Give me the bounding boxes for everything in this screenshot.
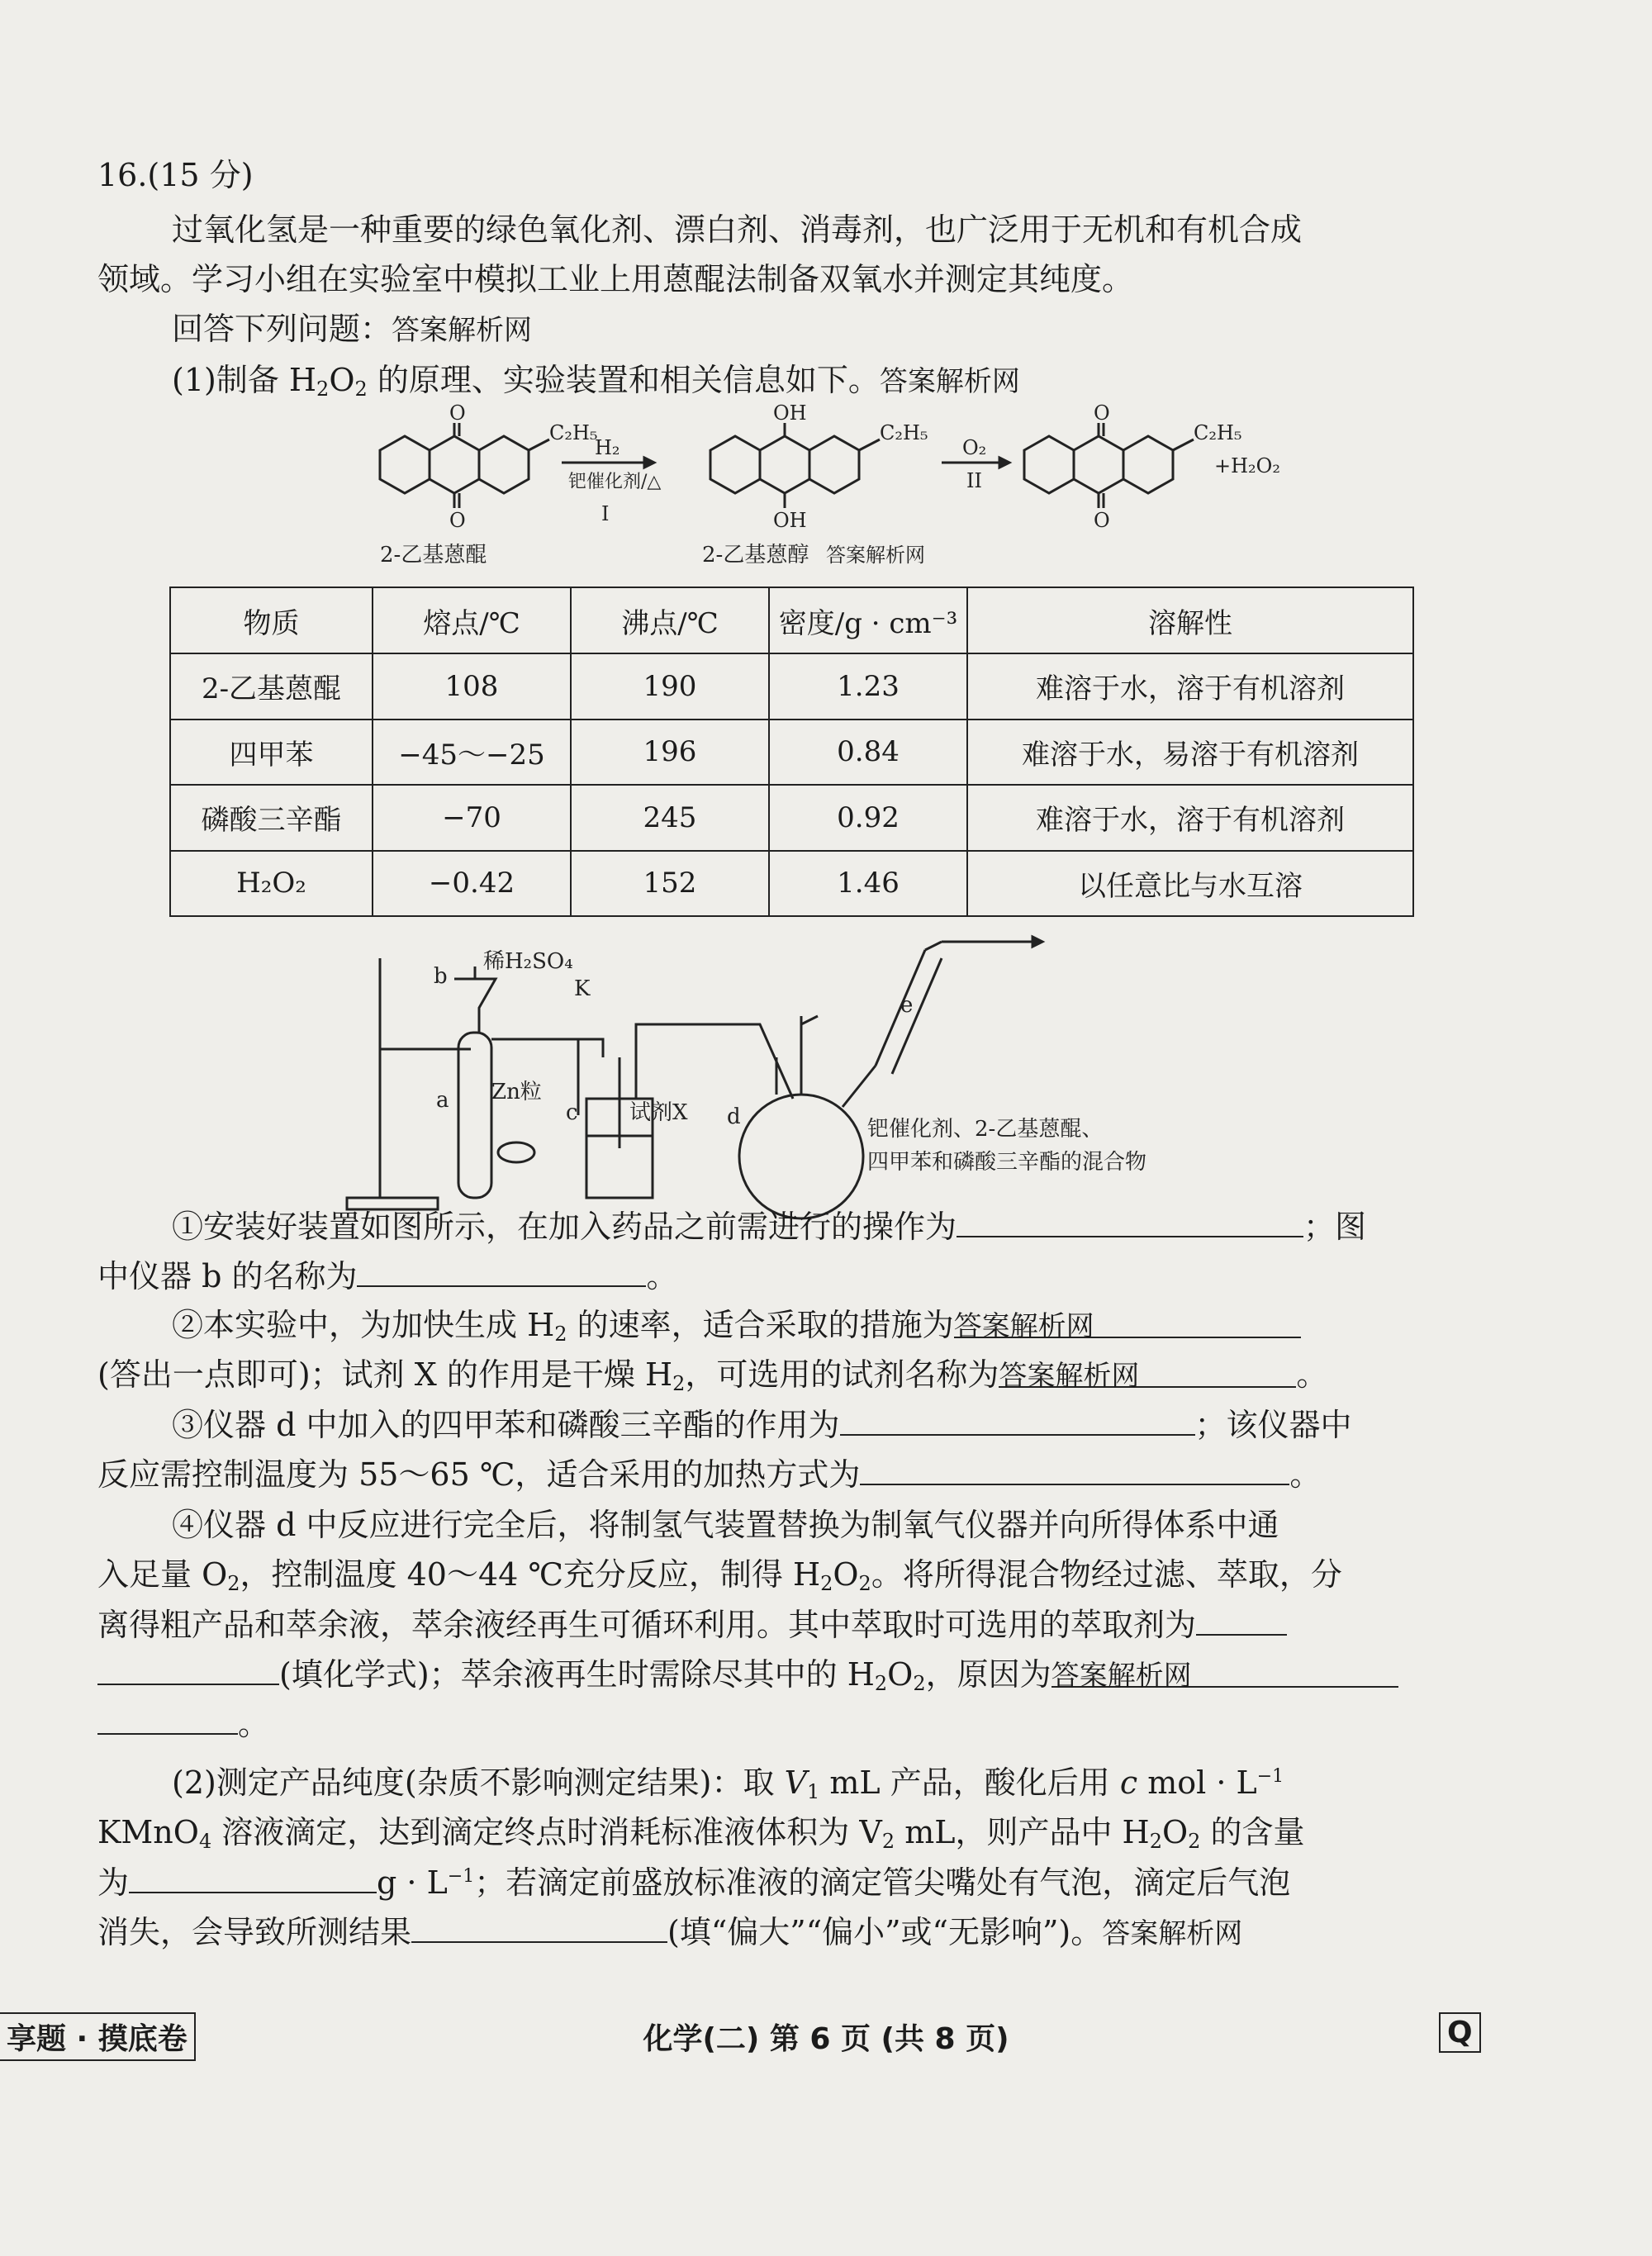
q1-b-line1: ②本实验中，为加快生成 $H_2$ 的速率，适合采取的措施为答案解析网 [172, 1304, 1301, 1346]
part1-post: 的原理、实验装置和相关信息如下。 [367, 362, 880, 398]
q1-b-line2: (答出一点即可)；试剂 X 的作用是干燥 $H_2$，可选用的试剂名称为答案解析网 。 [97, 1356, 1328, 1395]
table-cell: 2-乙基蒽醌 [170, 653, 373, 720]
instruction-line [172, 307, 532, 352]
table-cell: −45～−25 [373, 720, 571, 786]
q2-l1b: mL 产品，酸化后用 [819, 1764, 1120, 1801]
q2-line2: KMnO$_4$ 溶液滴定，达到滴定终点时消耗标准液体积为 $V_2$ mL，则产品中 $H_2O_2$ 的含量 [97, 1814, 1305, 1853]
o-top-1: O [449, 401, 466, 425]
table-cell: 难溶于水，溶于有机溶剂 [967, 653, 1413, 720]
q2-line4 [97, 1910, 1242, 1955]
label-b: b [434, 964, 448, 989]
q2-l2b: 溶液滴定，达到滴定终点时消耗标准液体积为 V [211, 1814, 882, 1850]
table-header-row [170, 587, 1413, 653]
answer-blank-9[interactable] [129, 1860, 377, 1893]
table-row [170, 785, 1413, 851]
q1-d4a: (填化学式)；萃余液再生时需除尽其中的 H [279, 1656, 875, 1693]
step-1: I [601, 502, 610, 525]
table-cell: 245 [571, 785, 769, 851]
table-cell: 难溶于水，易溶于有机溶剂 [967, 720, 1413, 786]
q1-a2-text: 中仪器 b 的名称为 [97, 1258, 358, 1294]
watermark-inline-rx: 答案解析网 [826, 544, 925, 567]
answer-blank-7b[interactable] [97, 1652, 279, 1685]
intro-line-1: 过氧化氢是一种重要的绿色氧化剂、漂白剂、消毒剂，也广泛用于无机和有机合成 [172, 211, 1303, 248]
q1-b2-post: ，可选用的试剂名称为 [685, 1356, 999, 1393]
q1-d5-end: 。 [238, 1706, 270, 1742]
answer-blank-8b[interactable] [97, 1702, 238, 1735]
substituent-3: C₂H₅ [1194, 421, 1242, 444]
label-acid: 稀H₂SO₄ [483, 949, 573, 974]
table-cell: H₂O₂ [170, 851, 373, 917]
table-header: 溶解性 [967, 587, 1413, 653]
footer-page: 化学(二) 第 6 页 (共 8 页) [643, 2022, 1009, 2056]
table-header: 熔点/℃ [373, 587, 571, 653]
label-reagent: 试剂X [629, 1100, 688, 1125]
q1-d-line2: 入足量 $O_2$，控制温度 40～44 ℃充分反应，制得 $H_2O_2$。将所得混合物经过滤、萃取，分 [97, 1556, 1342, 1595]
table-cell: −70 [373, 785, 571, 851]
q2-line1: (2)测定产品纯度(杂质不影响测定结果)：取 $V_1$ mL 产品，酸化后用 c mol · $L^{-1}$ [172, 1764, 1284, 1803]
q1-a-text: ①安装好装置如图所示，在加入药品之前需进行的操作为 [172, 1209, 957, 1245]
question-number: 16.(15 分) [97, 157, 254, 193]
table-cell: 108 [373, 653, 571, 720]
answer-blank-8a[interactable] [1051, 1655, 1398, 1693]
watermark-inline: 答案解析网 [999, 1360, 1140, 1393]
answer-blank-2[interactable] [357, 1254, 646, 1287]
table-row [170, 720, 1413, 786]
watermark-inline: 答案解析网 [953, 1310, 1094, 1343]
footer-left: 享题 · 摸底卷 [0, 2012, 196, 2061]
properties-table [169, 587, 1414, 917]
o-bottom-3: O [1094, 509, 1110, 532]
o-top-3: O [1094, 401, 1110, 425]
table-cell: 磷酸三辛酯 [170, 785, 373, 851]
answer-blank-4[interactable] [999, 1355, 1296, 1393]
q1-b-text: ②本实验中，为加快生成 H [172, 1307, 555, 1343]
table-cell: 0.92 [769, 785, 967, 851]
q2-l3c: ；若滴定前盛放标准液的滴定管尖嘴处有气泡，滴定后气泡 [474, 1864, 1291, 1901]
q1-c-end: ；该仪器中 [1194, 1407, 1352, 1443]
answer-blank-5[interactable] [840, 1403, 1195, 1436]
answer-blank-3[interactable] [953, 1305, 1301, 1343]
table-cell: 四甲苯 [170, 720, 373, 786]
q1-b2-text: (答出一点即可)；试剂 X 的作用是干燥 H [97, 1356, 673, 1393]
table-cell: 152 [571, 851, 769, 917]
label-zn: Zn粒 [491, 1080, 542, 1104]
table-header: 密度/g · cm⁻³ [769, 587, 967, 653]
condition-1: 钯催化剂/△ [568, 472, 662, 492]
table-row [170, 851, 1413, 917]
q1-c2-text: 反应需控制温度为 55～65 ℃，适合采用的加热方式为 [97, 1456, 861, 1493]
q1-d-line4: (填化学式)；萃余液再生时需除尽其中的 $H_2O_2$，原因为答案解析网 [97, 1652, 1398, 1696]
q1-d-line1: ④仪器 d 中反应进行完全后，将制氢气装置替换为制氧气仪器并向所得体系中通 [172, 1507, 1279, 1543]
table-cell: 196 [571, 720, 769, 786]
substituent-1: C₂H₅ [549, 421, 598, 444]
q1-a2-end: 。 [646, 1258, 678, 1294]
q2-l2a: KMnO [97, 1814, 199, 1850]
part1-line: (1)制备 $H_2O_2$ 的原理、实验装置和相关信息如下。答案解析网 [172, 362, 1020, 401]
oh-top: OH [773, 401, 807, 425]
answer-blank-1[interactable] [957, 1204, 1303, 1237]
q1-b2-end: 。 [1296, 1356, 1328, 1393]
table-cell: 难溶于水，溶于有机溶剂 [967, 785, 1413, 851]
q2-l4a: 消失，会导致所测结果 [97, 1914, 412, 1950]
label-e: e [900, 993, 914, 1018]
q1-d2b: ，控制温度 40～44 ℃充分反应，制得 H [240, 1556, 821, 1593]
substituent-2: C₂H₅ [880, 421, 928, 444]
label-a: a [436, 1088, 449, 1113]
caption-line-2: 四甲苯和磷酸三辛酯的混合物 [867, 1150, 1147, 1175]
q2-l2d: 的含量 [1200, 1814, 1305, 1850]
q1-a-end: ；图 [1303, 1209, 1367, 1245]
table-header: 沸点/℃ [571, 587, 769, 653]
watermark-inline: 答案解析网 [879, 365, 1020, 398]
q2-l3b: g · L [377, 1864, 448, 1901]
step-2: II [966, 469, 982, 492]
product-extra: +H₂O₂ [1214, 454, 1280, 477]
q1-c2-end: 。 [1289, 1456, 1322, 1493]
q1-d3: 离得粗产品和萃余液，萃余液经再生可循环利用。其中萃取时可选用的萃取剂为 [97, 1607, 1197, 1643]
apparatus-diagram [330, 933, 1280, 1231]
intro-line-2: 领域。学习小组在实验室中模拟工业上用蒽醌法制备双氧水并测定其纯度。 [97, 261, 1134, 297]
q1-d2c: 。将所得混合物经过滤、萃取，分 [871, 1556, 1342, 1593]
caption-line-1: 钯催化剂、2-乙基蒽醌、 [867, 1117, 1104, 1142]
q1-c-line1 [172, 1403, 1352, 1446]
reagent-2: O₂ [962, 436, 987, 459]
q1-b-post: 的速率，适合采取的措施为 [567, 1307, 954, 1343]
q2-l4b: (填“偏大”“偏小”或“无影响”)。 [667, 1914, 1103, 1950]
answer-blank-10[interactable] [411, 1910, 667, 1943]
label-c: c [566, 1100, 578, 1125]
q1-d2a: 入足量 O [97, 1556, 228, 1593]
instruction-text: 回答下列问题： [172, 311, 392, 347]
q2-l1c: mol · L [1137, 1764, 1257, 1801]
watermark-inline: 答案解析网 [1102, 1917, 1243, 1950]
q1-c-line2 [97, 1452, 1321, 1496]
table-row [170, 653, 1413, 720]
reactant-name: 2-乙基蒽醌 [380, 543, 487, 568]
table-cell: 190 [571, 653, 769, 720]
o-bottom-1: O [449, 509, 466, 532]
q1-a-line2 [97, 1254, 678, 1298]
q2-l1a: (2)测定产品纯度(杂质不影响测定结果)：取 [172, 1764, 785, 1801]
q2-l3a: 为 [97, 1864, 130, 1901]
answer-blank-6[interactable] [860, 1452, 1289, 1485]
q1-d-line3 [97, 1603, 1287, 1646]
oh-bottom: OH [773, 509, 807, 532]
table-cell: 0.84 [769, 720, 967, 786]
reagent-1: H₂ [595, 436, 620, 459]
watermark-inline: 答案解析网 [392, 314, 533, 347]
table-cell: 以任意比与水互溶 [967, 851, 1413, 917]
watermark-inline: 答案解析网 [1051, 1660, 1192, 1693]
q1-a-line1 [172, 1204, 1366, 1248]
table-cell: −0.42 [373, 851, 571, 917]
q1-c-text: ③仪器 d 中加入的四甲苯和磷酸三辛酯的作用为 [172, 1407, 840, 1443]
reaction-scheme [363, 401, 1280, 578]
table-cell: 1.46 [769, 851, 967, 917]
label-k: K [574, 976, 591, 1001]
q2-line3: 为 $g \cdot L^{-1}$；若滴定前盛放标准液的滴定管尖嘴处有气泡，滴定后气泡 [97, 1860, 1290, 1904]
part1-pre: (1)制备 H [172, 362, 317, 398]
q2-l2c: mL，则产品中 H [895, 1814, 1150, 1850]
label-d: d [727, 1104, 741, 1129]
q1-d-line5 [97, 1702, 269, 1745]
intermediate-name: 2-乙基蒽醇 [702, 543, 809, 568]
q1-d4b: ，原因为 [925, 1656, 1051, 1693]
table-cell: 1.23 [769, 653, 967, 720]
answer-blank-7a[interactable] [1196, 1603, 1287, 1636]
table-header: 物质 [170, 587, 373, 653]
footer-right: Q [1439, 2012, 1481, 2053]
